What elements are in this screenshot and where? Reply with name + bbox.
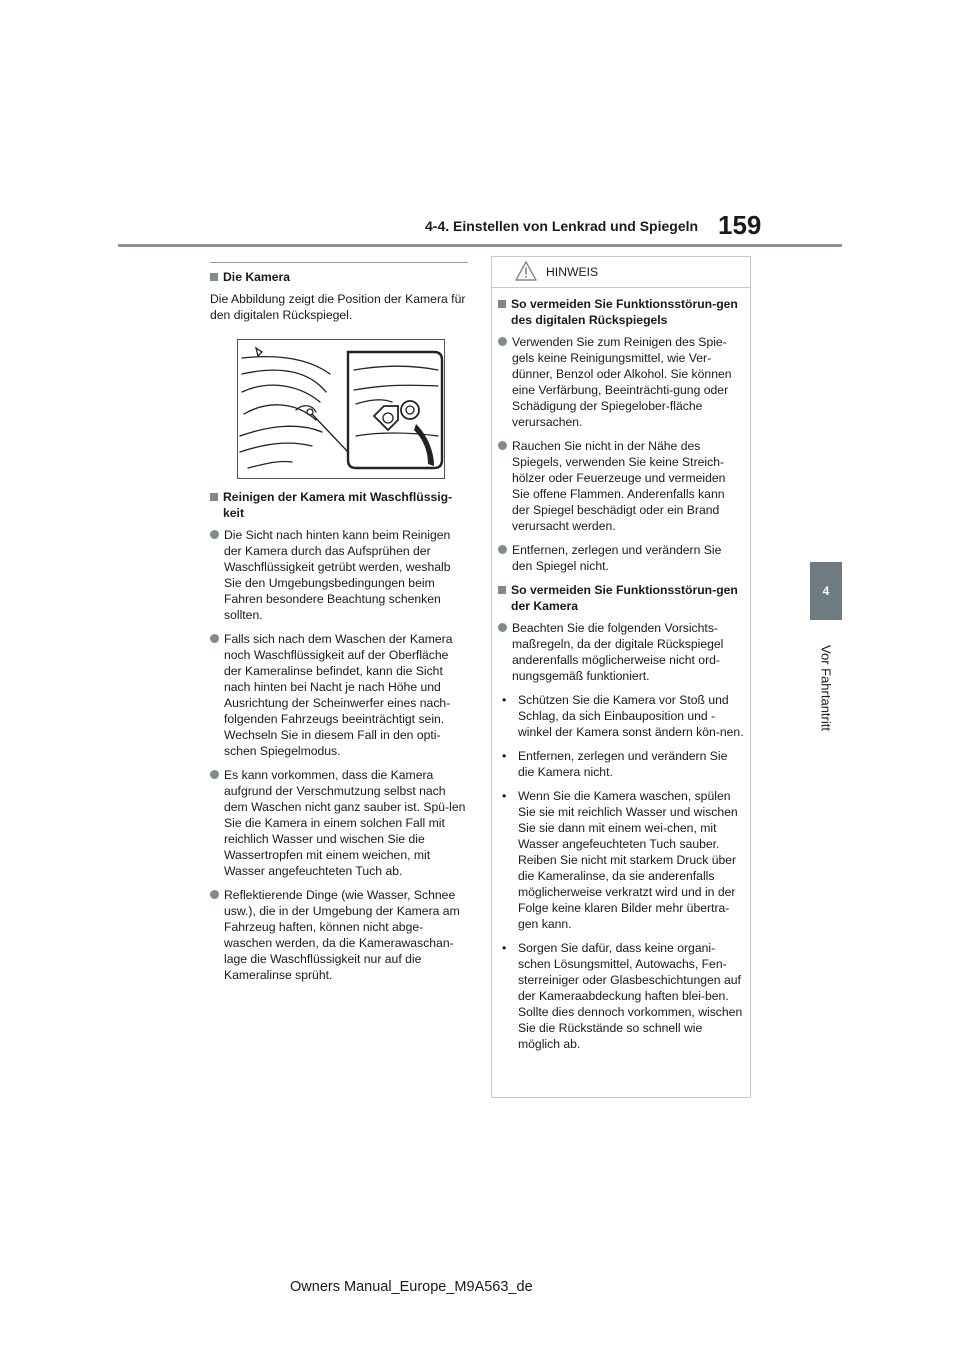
- list-item: Beachten Sie die folgenden Vorsichts-maßregeln, da der digitale Rückspiegel anderenfalls möglicherweise nicht ord-nungsgemäß funktioniert.: [498, 620, 744, 684]
- round-bullet-icon: [498, 337, 507, 346]
- notice-title: HINWEIS: [546, 265, 599, 279]
- notice-body: [492, 288, 750, 1052]
- list-item: • Entfernen, zerlegen und verändern Sie die Kamera nicht.: [502, 749, 728, 779]
- chapter-tab-label-text: Vor Fahrtantritt: [818, 645, 834, 731]
- round-bullet-icon: [210, 770, 219, 779]
- car-rear-camera-drawing: [238, 340, 444, 478]
- mirror-heading: [498, 296, 744, 328]
- list-item: Falls sich nach dem Waschen der Kamera noch Waschflüssigkeit auf der Oberfläche der Kameralinse befindet, kann die Sicht nach hinten bei Nacht je nach Höhe und Ausrichtung der Scheinwerfer eines nach-folgenden Fahrzeugs beeinträchtigt sein. Wechseln Sie in diesem Fall in den opti-schen Spiegelmodus.: [210, 631, 468, 759]
- chapter-title: 4-4. Einstellen von Lenkrad und Spiegeln: [425, 218, 699, 234]
- camera-malfunction-heading: [498, 582, 744, 614]
- clean-heading-text: Reinigen der Kamera mit Waschflüssig-keit: [223, 490, 453, 520]
- section-rule: [210, 262, 468, 263]
- list-item: Entfernen, zerlegen und verändern Sie den Spiegel nicht.: [498, 542, 744, 574]
- footer-text: Owners Manual_Europe_M9A563_de: [290, 1279, 533, 1295]
- camera-location-illustration: [237, 339, 445, 479]
- round-bullet-icon: [498, 545, 507, 554]
- round-bullet-icon: [498, 623, 507, 632]
- list-item: Rauchen Sie nicht in der Nähe des Spiegels, verwenden Sie keine Streich-hölzer oder Feuerzeuge und vermeiden Sie offene Flammen. Anderenfalls kann der Spiegel beschädigt oder ein Brand verursacht werden.: [498, 438, 744, 534]
- header-rule: [118, 244, 842, 247]
- list-item: Die Sicht nach hinten kann beim Reinigen der Kamera durch das Aufsprühen der Waschflüssigkeit getrübt werden, weshalb Sie den Umgebungsbedingungen beim Fahren besondere Beachtung schenken sollten.: [210, 527, 468, 623]
- square-marker-icon: [210, 273, 218, 281]
- list-item: • Wenn Sie die Kamera waschen, spülen Sie sie mit reichlich Wasser und wischen Sie sie dann mit einem wei-chen, mit Wasser angefeuchteten Tuch sauber. Reiben Sie nicht mit starkem Druck über die Kameralinse, da sie anderenfalls möglicherweise verkratzt wird und in der Folge keine klaren Bilder mehr übertra-gen kann.: [502, 789, 738, 931]
- chapter-tab-label: [788, 628, 864, 748]
- square-marker-icon: [498, 300, 506, 308]
- square-marker-icon: [210, 493, 218, 501]
- camera-heading-text: Die Kamera: [223, 270, 291, 284]
- warning-triangle-icon: [515, 261, 537, 281]
- list-item: Verwenden Sie zum Reinigen des Spie-gels keine Reinigungsmittel, wie Ver-dünner, Benzol oder Alkohol. Sie können eine Verfärbung, Beeinträchti-gung oder Schädigung der Spiegelober-fläche verursachen.: [498, 334, 744, 430]
- round-bullet-icon: [210, 890, 219, 899]
- camera-heading: [210, 269, 468, 285]
- chapter-tab: 4: [810, 562, 842, 620]
- clean-heading: [210, 489, 468, 521]
- list-item: Es kann vorkommen, dass die Kamera aufgrund der Verschmutzung selbst nach dem Waschen nicht ganz sauber ist. Spü-len Sie die Kamera in einem solchen Fall mit reichlich Wasser und wischen Sie die Wassertropfen mit einem weichen, mit Wasser angefeuchteten Tuch ab.: [210, 767, 468, 879]
- list-item: • Schützen Sie die Kamera vor Stoß und Schlag, da sich Einbauposition und -winkel der Kamera sonst ändern kön-nen.: [502, 693, 744, 739]
- round-bullet-icon: [210, 530, 219, 539]
- square-marker-icon: [498, 586, 506, 594]
- notice-box: [491, 256, 751, 1098]
- list-item: Reflektierende Dinge (wie Wasser, Schnee usw.), die in der Umgebung der Kamera am Fahrzeug haften, können nicht abge-waschen werden, da die Kamerawaschan-lage die Waschflüssigkeit nur auf die Kameralinse sprüht.: [210, 887, 468, 983]
- round-bullet-icon: [210, 634, 219, 643]
- mirror-heading-text: So vermeiden Sie Funktionsstörun-gen des digitalen Rückspiegels: [511, 297, 738, 327]
- round-bullet-icon: [498, 441, 507, 450]
- list-item: • Sorgen Sie dafür, dass keine organi-schen Lösungsmittel, Autowachs, Fen-sterreiniger oder Glasbeschichtungen auf der Kameraabdeckung haften blei-ben. Sollte dies dennoch vorkommen, wischen Sie die Rückstände so schnell wie möglich ab.: [502, 941, 743, 1051]
- pointer-arrow-shape: [414, 424, 434, 466]
- page-number: 159: [718, 210, 762, 240]
- camera-malfunction-heading-text: So vermeiden Sie Funktionsstörun-gen der Kamera: [511, 583, 738, 613]
- left-column: [210, 262, 468, 991]
- camera-description: Die Abbildung zeigt die Position der Kamera für den digitalen Rückspiegel.: [210, 292, 466, 322]
- notice-header: [492, 257, 750, 288]
